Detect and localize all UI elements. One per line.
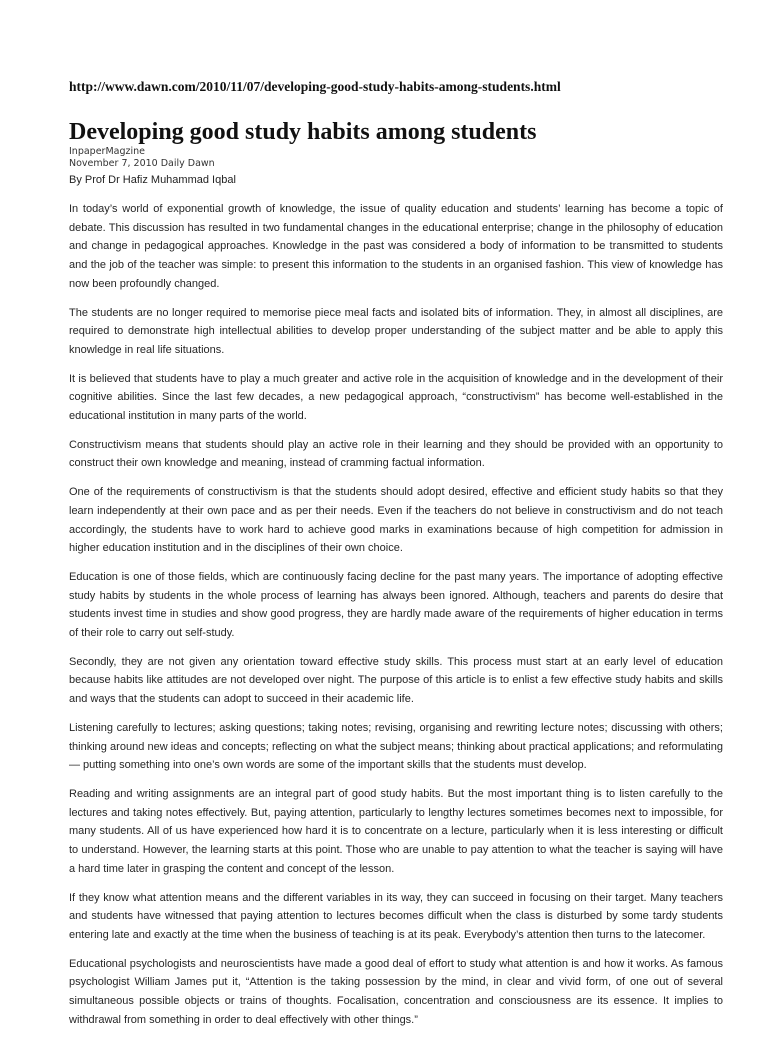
article-paragraph: If they know what attention means and the different variables in its way, they can succeed in focusing on their target. Many teachers and students have witnessed that paying attention to lectures becomes difficult when the class is disturbed by some tardy students entering late and exactly at the time when the business of teaching is at its peak. Everybody’s attention then turns to the latecomer. (69, 891, 723, 941)
section-label: InpaperMagzine (69, 146, 145, 157)
article-paragraph: Listening carefully to lectures; asking questions; taking notes; revising, organising and rewriting lecture notes; discussing with others; thinking around new ideas and concepts; reflecting on what the subject means; thinking about practical applications; and reformulating — putting something into one’s own words are some of the important skills that the students must develop. (69, 721, 723, 772)
byline: By Prof Dr Hafiz Muhammad Iqbal (69, 174, 236, 186)
article-paragraph: Educational psychologists and neuroscientists have made a good deal of effort to study what attention is and how it works. As famous psychologist William James put it, “Attention is the taking possession by the mind, in clear and vivid form, of one out of several simultaneous possible objects or trains of thoughts. Focalisation, concentration and consciousness are its essence. It implies to withdrawal from something in order to deal effectively with other things.” (69, 957, 723, 1026)
article-paragraph: Constructivism means that students should play an active role in their learning and they should be provided with an opportunity to construct their own knowledge and meaning, instead of cramming factual information. (69, 438, 723, 470)
article-paragraph: In today’s world of exponential growth of knowledge, the issue of quality education and students’ learning has become a topic of debate. This discussion has resulted in two fundamental changes in the educational enterprise; change in the philosophy of education and change in pedagogical approaches. Knowledge in the past was considered a body of information to be transmitted to students and the job of the teacher was simple: to present this information to the students in an organised fashion. This view of knowledge has now been profoundly changed. (69, 203, 723, 290)
source-url-link[interactable]: http://www.dawn.com/2010/11/07/developing-good-study-habits-among-students.html (69, 79, 561, 94)
article-paragraph: One of the requirements of constructivism is that the students should adopt desired, effective and efficient study habits so that they learn independently at their own pace and as per their needs. Even if the teachers do not believe in constructivism and do not teach accordingly, the students have to work hard to achieve good marks in examinations because of high competition for admission in higher education institution and in the disciplines of their own choice. (69, 486, 723, 555)
article-paragraph: Education is one of those fields, which are continuously facing decline for the past many years. The importance of adopting effective study habits by students in the whole process of learning has always been ignored. Although, teachers and parents do desire that students invest time in studies and show good progress, they are hardly made aware of the requirements of higher education in terms of their role to carry out self-study. (69, 570, 723, 640)
article-title: Developing good study habits among students (69, 119, 537, 145)
article-paragraph: Reading and writing assignments are an integral part of good study habits. But the most important thing is to listen carefully to the lectures and taking notes effectively. But, paying attention, particularly to lengthy lectures sometimes becomes next to impossible, for many students. All of us have experienced how hard it is to concentrate on a lecture, particularly when it is less interesting or difficult to understand. However, the learning starts at this point. Those who are unable to pay attention to what the teacher is saying will have a hard time later in grasping the content and concept of the lesson. (69, 787, 723, 875)
article-body (69, 200, 723, 1039)
date-line: November 7, 2010 Daily Dawn (69, 158, 215, 169)
article-paragraph: The students are no longer required to memorise piece meal facts and isolated bits of information. They, in almost all disciplines, are required to demonstrate high intellectual abilities to develop proper understanding of the subject matter and be able to apply this knowledge in real life situations. (69, 306, 723, 356)
article-paragraph: Secondly, they are not given any orientation toward effective study skills. This process must start at an early level of education because habits like attitudes are not developed over night. The purpose of this article is to enlist a few effective study habits and skills and ways that the students can adopt to succeed in their academic life. (69, 655, 723, 706)
article-paragraph: It is believed that students have to play a much greater and active role in the acquisition of knowledge and in the development of their cognitive abilities. Since the last few decades, a new pedagogical approach, “constructivism” has become well-established in the educational institution in many parts of the world. (69, 372, 723, 423)
